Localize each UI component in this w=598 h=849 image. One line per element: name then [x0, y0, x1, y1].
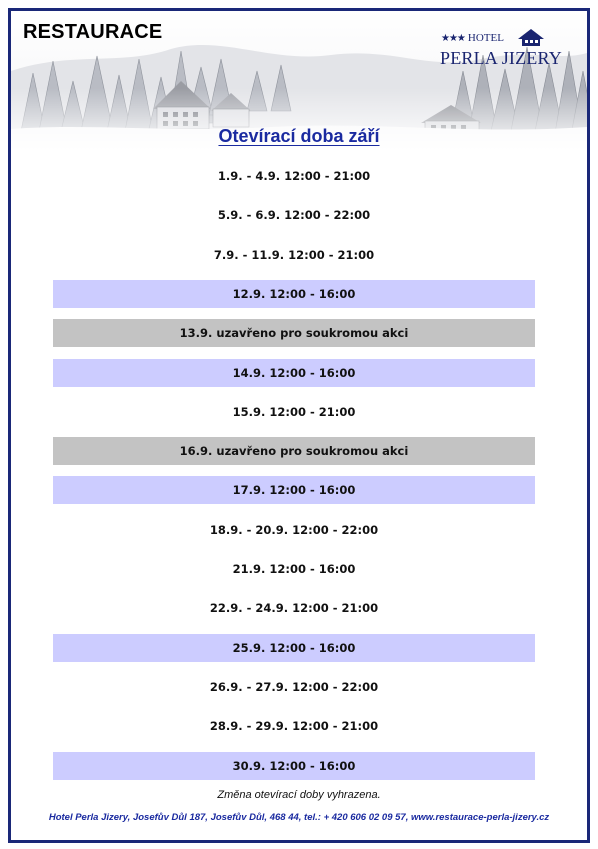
schedule-row: 14.9. 12:00 - 16:00: [53, 359, 535, 387]
schedule-row: 16.9. uzavřeno pro soukromou akci: [53, 437, 535, 465]
schedule-row: 1.9. - 4.9. 12:00 - 21:00: [217, 169, 371, 183]
schedule-row: 21.9. 12:00 - 16:00: [232, 562, 356, 576]
disclaimer-note: Změna otevírací doby vyhrazena.: [217, 789, 381, 801]
logo-hotel-line: [441, 32, 504, 44]
schedule-row: 12.9. 12:00 - 16:00: [53, 280, 535, 308]
schedule-row: 15.9. 12:00 - 21:00: [232, 405, 356, 419]
logo-hotel-label: HOTEL: [467, 32, 504, 44]
schedule-row: 22.9. - 24.9. 12:00 - 21:00: [209, 601, 379, 615]
schedule-row: 28.9. - 29.9. 12:00 - 21:00: [209, 719, 379, 733]
schedule-row: 5.9. - 6.9. 12:00 - 22:00: [217, 208, 371, 222]
schedule-row: 30.9. 12:00 - 16:00: [53, 752, 535, 780]
contact-footer: Hotel Perla Jizery, Josefův Důl 187, Josefův Důl, 468 44, tel.: + 420 606 02 09 57, www.restaurace-perla-jizery.cz: [48, 812, 550, 823]
logo-brand: PERLA JIZERY: [440, 48, 562, 68]
page-title: Otevírací doba září: [218, 126, 380, 146]
house-icon: [516, 27, 546, 47]
schedule-row: 25.9. 12:00 - 16:00: [53, 634, 535, 662]
page-frame: [8, 8, 590, 843]
schedule-row: 18.9. - 20.9. 12:00 - 22:00: [209, 523, 379, 537]
schedule-row: 7.9. - 11.9. 12:00 - 21:00: [213, 248, 375, 262]
schedule-row: 13.9. uzavřeno pro soukromou akci: [53, 319, 535, 347]
stars-icon: ★★★: [441, 33, 465, 44]
schedule-row: 26.9. - 27.9. 12:00 - 22:00: [209, 680, 379, 694]
section-title: RESTAURACE: [23, 21, 163, 43]
hotel-logo: [438, 27, 562, 75]
winter-landscape-banner: [11, 11, 587, 151]
schedule-row: 17.9. 12:00 - 16:00: [53, 476, 535, 504]
